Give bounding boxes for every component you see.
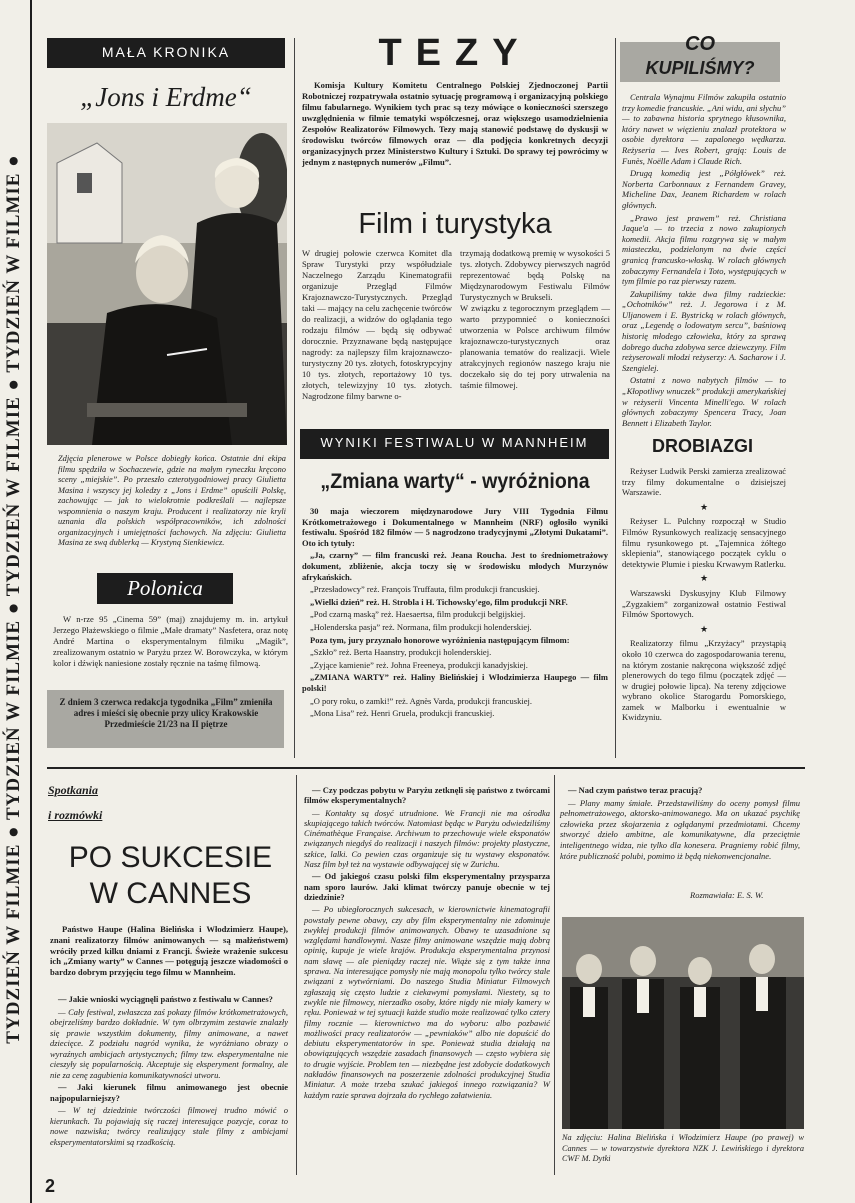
interview-answer: — Cały festiwal, zwłaszcza zaś pokazy filmów krótkometrażowych, obejrzeliśmy bardzo dokładnie. W tym olbrzymim zestawie znalazły się prawie wszystkim dokumenty, filmy animowane, a nawet dziecięce. Z podziału nagród wynika, że wyróżniano obrazy o wyraźnych ambicjach artystycznych; filmy tzw. eksperymentalne nie cieszyły się popularnością. Akceptuje się eksperyment formalny, ale nie za cenę zagubienia komunikatywności utworu. [50,1006,288,1080]
column-rule [615,38,616,758]
interview-answer: — Plany mamy śmiałe. Przedstawiliśmy do oceny pomysł filmu pełnometrażowego, aktorsko-animowanego. Ma on ukazać psychikę człowieka przez skojarzenia z ogłądanymi przedmiotami. Chcemy stworzyć dzieło ambitne, ale komunikatywne, dla przeciętnie inteligentnego widza, nie tylko dla konesera. Pragniemy robić filmy, które publiczność polubi, pomimo iż będą niekonwencjonalne. [560,797,800,861]
interview-col1 [50,994,288,1149]
drobiazgi-item: Reżyser Ludwik Perski zamierza zrealizować trzy filmy dokumentalne o dzisiejszej Warszawie. [622,466,786,498]
mannheim-body [302,506,608,721]
kronika-caption: Zdjęcia plenerowe w Polsce dobiegły końca. Ostatnie dni ekipa filmu spędziła w Sochaczewie, gdzie na małym ryneczku kręcono sceny „miejskie”. Po przeszło czterotygodniowej pracy Giulietta Masina i wszyscy jej koledzy z „Jons i Erdme” opuścili Polskę, zachowując — jak to wielokrotnie podkreślali — najlepsze wspomnienia o naszym kraju. Producent i realizatorzy nie kryli uznania dla polskich współpracowników, ich zdolności organizacyjnych i umiejętności fachowych. Na zdjęciu: Giulietta Masina ze swą dublerką — Krystyną Sienkiewicz. [58,454,286,547]
signature-label: Rozmawiała: [690,890,735,900]
column-rule [554,775,555,1175]
cannes-caption: Na zdjęciu: Halina Bielińska i Włodzimierz Haupe (po prawej) w Cannes — w towarzystwie dyrektora NZK J. Lewińskiego i dyrektora CWF M. Dytki [562,1133,804,1163]
interview-question: — Od jakiegoś czasu polski film eksperymentalny przysparza nam sporo laurów. Jaki klimat twórczy panuje obecnie w tej dziedzinie? [304,871,550,902]
column-rule [294,38,295,758]
interview-kicker-2: i rozmówki [48,808,103,822]
star-divider: ★ [699,623,709,634]
mannheim-item: „Ja, czarny” — film francuski reż. Jeana Roucha. Jest to średniometrażowy dokument, zbliżenie, akcja toczy się w środowisku młodych Murzynów afrykańskich. [302,550,608,582]
cannes-photo [562,917,804,1129]
kupilismy-paragraph: „Prawo jest prawem” reż. Christiana Jaque'a — to trzecia z nowo zakupionych komedii. Akcja filmu rozgrywa się w małym miasteczku, podzielonym na dwie części granicą francusko-włoską. W rolach głównych zobaczymy Fernandela i Toto, występujących w tym filmie po raz pierwszy razem. [622,212,786,287]
signature-name: E. S. W. [737,890,764,900]
interview-signature [690,890,800,900]
interview-question: — Jaki kierunek filmu animowanego jest obecnie najpopularniejszy? [50,1082,288,1103]
tezy-title: TEZY [378,32,532,74]
interview-col3 [560,785,800,863]
interview-answer: — Po ubiegłorocznych sukcesach, w kierownictwie kinematografii powstały pewne obawy, czy aby film eksperymentalny nie zdominuje zwykłej produkcji filmów animowanych. Obawy te uzasadnione są względami handlowymi. Nasze filmy animowane wszędzie mają dobrą opinię, kupuje je wiele krajów. Produkcja eksperymentalna przynosi nam sławę — ale pieniądzy raczej nie. Wiąże się z tym także inna sprawa. Na interesujące pomysły nie mają monopolu tylko twórcy stale związani z wytwórniami. Do naszego Studia Miniatur Filmowych zgłaszają się często ludzie z ciekawymi pomysłami. Niestety, są to zwykle nie filmowcy, nierzadko osoby, które nigdy nie miały kamery w ręku. Ponieważ w tej sytuacji każde studio może realizować tylko cztery filmy rocznie — kierownictwo ma do wyboru: albo pozbawić możliwości pracy realizatorów — „pewniaków” albo nie dopuścić do debiutu eksperymentatorów in spe. Ponieważ studia działają na obowiązujących wszędzie zasadach finansowych — często wybiera się to drugie wyjście. Problem ten — niezbędne jest zdobycie dodatkowych nakładów finansowych na poszerzenie zdolności produkcyjnej Studia Miniatur. A może trzeba szukać jakiegoś innego rozwiązania? W każdym razie sprawa dojrzała do rychłego załatwienia. [304,904,550,1100]
turystyka-col2: trzymają dodatkową premię w wysokości 5 tys. złotych. Zdobywcy pierwszych nagród reprezentować będą Polskę na Międzynarodowym Festiwalu Filmów Turystycznych w Brukseli. W związku z tegorocznym przeglądem — warto przypomnieć o konieczności utworzenia w Polsce archiwum filmów krajoznawczo-turystycznych oraz planowania tematów do realizacji. Wiele atrakcyjnych regionów naszego kraju nie doczekało się do tej pory utrwalenia na taśmie filmowej. [460,248,610,390]
photo-illustration [47,123,287,445]
tezy-text: Komisja Kultury Komitetu Centralnego Polskiej Zjednoczonej Partii Robotniczej rozpatrywała ostatnio sytuację programową i organizacyjną polskiego filmu fabularnego. Wynikiem tych prac są tezy mówiące o konieczności szerszego uwzględnienia w filmie tematyki współczesnej, oraz większego usamodzielnienia Zespołów Realizatorów Filmowych. Tezy mają stanowić podstawę do dyskusji w środowisku twórców filmowych oraz — dla podjęcia konkretnych decyzji organizacyjnych przez Ministerstwo Kultury i Sztuki. Do sprawy tej powrócimy w jednym z następnych numerów „Filmu”. [302,80,608,167]
turystyka-col1: W drugiej połowie czerwca Komitet dla Spraw Turystyki przy współudziale Naczelnego Zarządu Kinematografii organizuje Przegląd Filmów Krajoznawczo-Turystycznych. Przegląd taki — mający na celu zachęcenie twórców do realizacji, a widzów do oglądania tego rodzaju filmów — będą się odbywać dorocznie. Przyznawane będą następujące nagrody: za najlepszy film krajoznawczo-turystyczny 20 tys. złotych, fotoskrypcyjny 10 tys. złotych, reportażowy 10 tys. złotych, telewizyjny 10 tys. złotych. Nagrodzone filmy barwne o- [302,248,452,401]
cannes-illustration [562,917,804,1129]
sidebar-running-title: TYDZIEŃ W FILMIE ● TYDZIEŃ W FILMIE ● TYDZIEŃ W FILMIE ● TYDZIEŃ W FILMIE ● [3,154,24,1044]
kupilismy-paragraph: Drugą komedią jest „Półgłówek” reż. Norberta Carbonnaux z Fernandem Gravey, Micheline Dax, Jeanem Richardem w rolach głównych. [622,168,786,210]
turystyka-title: Film i turystyka [358,208,552,240]
interview-question: — Nad czym państwo teraz pracują? [568,785,703,795]
interview-title [48,840,293,912]
interview-lead: Państwo Haupe (Halina Bielińska i Włodzimierz Haupe), znani realizatorzy filmów animowanych — są małżeństwem) wróciły przed kilku dniami z Francji. Świeże wrażenie sukcesu ich „Zmiany warty” w Cannes — potęgują jeszcze wiadomości o bardzo dobrym przyjęciu tego filmu w Mannheim. [50,924,288,978]
polonica-text: W n-rze 95 „Cinema 59” (maj) znajdujemy m. in. artykuł Jerzego Płażewskiego o filmie „Małe dramaty” Nasfetera, oraz notę André Martina o eksperymentalnym filmiku „Magik”, zrealizowanym ostatnio w Paryżu przez W. Borowczyka, w którym kolor i dźwięk naniesione zostały ręcznie na taśmę filmową. [53,614,288,668]
drobiazgi-title: DROBIAZGI [652,436,753,456]
interview-question: — Jakie wnioski wyciągnęli państwo z festiwalu w Cannes? [58,994,273,1004]
mannheim-item: „Przesładowcy” reż. François Truffauta, film produkcji francuskiej. [310,584,540,595]
mannheim-header: WYNIKI FESTIWALU W MANNHEIM [300,429,609,459]
kupilismy-paragraph: Centrala Wynajmu Filmów zakupiła ostatnio trzy komedie francuskie. „Ani widu, ani słychu” — to zabawna historia sprytnego kłusownika, który nawet w więzieniu znalazł protektora w osobie dyrektora — zapalonego wędkarza. Reżyseria — Ives Robert, grają: Louis de Funès, Noëlle Adam i Claude Rich. [622,92,786,166]
kupilismy-paragraph: Zakupiliśmy także dwa filmy radzieckie: „Ochotników” reż. J. Jegorowa i z M. Uljanowem i E. Bystricką w rolach głównych, oraz „Legendę o lodowatym sercu”, baśniową historię młodego człowieka, który za sprawą dobrego ducha zdobywa serce dziewczyny. Film reżyserowali młodzi reżyserzy: A. Sacharow i J. Szengielej. [622,288,786,373]
mannheim-title: „Zmiana warty“ - wyróżniona [320,470,590,493]
interview-answer: — W tej dziedzinie twórczości filmowej trudno mówić o kierunkach. Tu pojawiają się raczej interesujące pozycje, coraz to nowe nazwiska; twórcy realizujący stale filmy z ambicjami eksperymentatorskimi są rzadkością. [50,1105,288,1147]
star-divider: ★ [699,573,709,584]
drobiazgi-item: Reżyser L. Pulchny rozpoczął w Studio Filmów Rysunkowych realizację sensacyjnego filmu rysunkowego pt. „Tajemnica żółtego sklepienia”, stanowiącego początek cyklu o detektywie Plumie i piesku Krwawym Ratlerku. [622,516,786,569]
mannheim-item: „Mona Lisa” reż. Henri Gruela, produkcji francuskiej. [310,708,495,719]
interview-answer: — Kontakty są dosyć utrudnione. We Francji nie ma ośrodka skupiającego takich twórców. Natomiast będąc w Paryżu odwiedziliśmy Cinémathèque Française. Archiwum to przechowuje wiele eksponatów związanych niegdyś do realizacji i naszych filmów: projekty plastyczne, szkice, lalki. Co pewien czas organizuje się tu wystawy eksponatów. Nasz film był też na wystawie odbywającej się w Zurichu. [304,807,550,870]
mannheim-item: „Szkło” reż. Berta Haanstry, produkcji holenderskiej. [310,647,492,658]
interview-question: — Czy podczas pobytu w Paryżu zetknęli się państwo z twórcami filmów eksperymentalnych? [304,785,550,806]
interview-title-2: W CANNES [89,877,252,910]
mannheim-item: Poza tym, jury przyznało honorowe wyróżnienia następującym filmom: [310,634,570,645]
drobiazgi-body [622,466,786,725]
mannheim-intro: 30 maja wieczorem międzynarodowe Jury VIII Tygodnia Filmu Krótkometrażowego i Dokumentalnego w Mannheim (NRF) ogłosiło wyniki festiwalu. Spośród 182 filmów — 5 nagrodzono tradycyjnymi „Złotymi Dukatami”. Oto ich tytuły: [302,506,608,548]
kupilismy-title-2: KUPILIŚMY? [645,58,755,78]
mannheim-item: „ZMIANA WARTY” reż. Haliny Bielińskiej i Włodzimierza Haupego — film polski! [302,672,608,693]
mannheim-item: „Wielki dzień” reż. H. Strobla i H. Tichowsky'ego, film produkcji NRF. [310,596,568,607]
star-divider: ★ [699,501,709,512]
kupilismy-body [622,92,786,430]
interview-kicker-1: Spotkania [48,783,99,797]
interview-col2 [304,785,550,1102]
mannheim-item: „Holenderska pasja” reż. Normana, film produkcji holenderskiej. [310,621,532,632]
mannheim-item: „Zyjące kamienie” reż. Johna Freeneya, produkcji kanadyjskiej. [310,659,528,670]
kupilismy-paragraph: Ostatni z nowo nabytych filmów — to „Kłopotliwy wnuczek” produkcji amerykańskiej w reżyserii Vincenta Minelli'ego. W rolach głównych zobaczymy Spencera Tracy, Joan Bennett i Elizabeth Taylor. [622,375,786,428]
drobiazgi-item: Realizatorzy filmu „Krzyżacy” przystąpią około 10 czerwca do zagospodarowania terenu, na którym zostanie nakręcona większość zdjęć plenerowych do tego filmu (początek zdjęć — w drugiej połowie lipca). Na tereny zdjęciowe wybrano okolice Starogardu Pomorskiego, zamek w Malborku i ewentualnie w Kwidzyniu. [622,638,786,723]
kronika-header: MAŁA KRONIKA [47,38,285,68]
notice-text: Z dniem 3 czerwca redakcja tygodnika „Film” zmieniła adres i mieści się obecnie przy ulicy Krakowskie Przedmieście 21/23 na II piętrze [59,697,273,729]
polonica-title: Polonica [127,576,203,600]
interview-title-1: PO SUKCESIE [68,841,273,874]
sidebar-strip [0,0,32,1203]
kronika-title: „Jons i Erdme“ [80,82,252,112]
drobiazgi-item: Warszawski Dyskusyjny Klub Filmowy „Zygzakiem” zorganizował ostatnio Festiwal Filmów Sportowych. [622,587,786,620]
mannheim-item: „Pod czarną maską” reż. Haesaertsa, film produkcji belgijskiej. [310,609,526,620]
section-rule [47,767,805,769]
kronika-photo [47,123,287,445]
column-rule [296,775,297,1175]
page-number: 2 [45,1176,56,1196]
kupilismy-title-1: CO [685,33,715,55]
mannheim-item: „O pory roku, o zamki!” reż. Agnès Varda, produkcji francuskiej. [310,695,532,706]
